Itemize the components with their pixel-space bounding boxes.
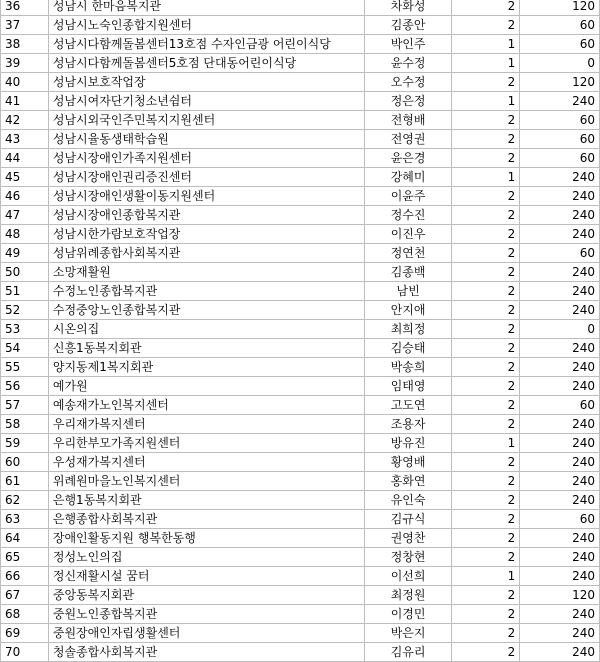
table-row	[1, 567, 600, 586]
table-row	[1, 358, 600, 377]
table-row	[1, 206, 600, 225]
count-cell[interactable]: 2	[452, 415, 520, 434]
row-number-cell[interactable]: 52	[1, 301, 49, 320]
facility-name-cell[interactable]: 은행1동복지회관	[48, 491, 364, 510]
value-cell[interactable]: 60	[520, 396, 600, 415]
count-cell[interactable]: 1	[452, 168, 520, 187]
count-cell[interactable]: 2	[452, 529, 520, 548]
value-cell[interactable]: 240	[520, 282, 600, 301]
value-cell[interactable]: 60	[520, 16, 600, 35]
count-cell[interactable]: 1	[452, 434, 520, 453]
table-row	[1, 16, 600, 35]
table-row	[1, 168, 600, 187]
value-cell[interactable]: 60	[520, 510, 600, 529]
row-number-cell[interactable]: 65	[1, 548, 49, 567]
row-number-cell[interactable]: 64	[1, 529, 49, 548]
person-name-cell[interactable]: 전형배	[364, 111, 452, 130]
row-number-cell[interactable]: 42	[1, 111, 49, 130]
table-row	[1, 225, 600, 244]
facility-name-cell[interactable]: 우성재가복지센터	[48, 453, 364, 472]
row-number-cell[interactable]: 54	[1, 339, 49, 358]
facility-name-cell[interactable]: 성남시다함께돌봄센터5호점 단대동어린이식당	[48, 54, 364, 73]
person-name-cell[interactable]: 정수진	[364, 206, 452, 225]
value-cell[interactable]: 60	[520, 244, 600, 263]
facility-name-cell[interactable]: 예가원	[48, 377, 364, 396]
person-name-cell[interactable]: 이진우	[364, 225, 452, 244]
value-cell[interactable]: 240	[520, 491, 600, 510]
count-cell[interactable]: 2	[452, 605, 520, 624]
count-cell[interactable]: 2	[452, 73, 520, 92]
row-number-cell[interactable]: 67	[1, 586, 49, 605]
value-cell[interactable]: 240	[520, 434, 600, 453]
person-name-cell[interactable]: 이윤주	[364, 187, 452, 206]
row-number-cell[interactable]: 46	[1, 187, 49, 206]
row-number-cell[interactable]: 68	[1, 605, 49, 624]
table-row	[1, 529, 600, 548]
person-name-cell[interactable]: 정연천	[364, 244, 452, 263]
person-name-cell[interactable]: 오수정	[364, 73, 452, 92]
row-number-cell[interactable]: 70	[1, 643, 49, 662]
row-number-cell[interactable]: 45	[1, 168, 49, 187]
count-cell[interactable]: 2	[452, 16, 520, 35]
count-cell[interactable]: 2	[452, 643, 520, 662]
person-name-cell[interactable]: 안지애	[364, 301, 452, 320]
table-row	[1, 187, 600, 206]
facility-name-cell[interactable]: 성남시한가람보호작업장	[48, 225, 364, 244]
table-row	[1, 320, 600, 339]
person-name-cell[interactable]: 김유리	[364, 643, 452, 662]
table-row	[1, 263, 600, 282]
facility-name-cell[interactable]: 우리재가복지센터	[48, 415, 364, 434]
value-cell[interactable]: 60	[520, 130, 600, 149]
facility-name-cell[interactable]: 예송재가노인복지센터	[48, 396, 364, 415]
person-name-cell[interactable]: 이선희	[364, 567, 452, 586]
row-number-cell[interactable]: 47	[1, 206, 49, 225]
row-number-cell[interactable]: 51	[1, 282, 49, 301]
value-cell[interactable]: 240	[520, 187, 600, 206]
row-number-cell[interactable]: 63	[1, 510, 49, 529]
table-row	[1, 111, 600, 130]
row-number-cell[interactable]: 56	[1, 377, 49, 396]
count-cell[interactable]: 2	[452, 111, 520, 130]
count-cell[interactable]: 2	[452, 320, 520, 339]
facility-name-cell[interactable]: 중원노인종합복지관	[48, 605, 364, 624]
person-name-cell[interactable]: 유인숙	[364, 491, 452, 510]
row-number-cell[interactable]: 41	[1, 92, 49, 111]
row-number-cell[interactable]: 43	[1, 130, 49, 149]
facility-name-cell[interactable]: 장애인활동지원 행복한동행	[48, 529, 364, 548]
table-row	[1, 244, 600, 263]
table-row	[1, 377, 600, 396]
row-number-cell[interactable]: 62	[1, 491, 49, 510]
person-name-cell[interactable]: 이경민	[364, 605, 452, 624]
row-number-cell[interactable]: 49	[1, 244, 49, 263]
value-cell[interactable]: 240	[520, 624, 600, 643]
table-row	[1, 0, 600, 16]
value-cell[interactable]: 240	[520, 225, 600, 244]
value-cell[interactable]: 240	[520, 377, 600, 396]
table-row	[1, 35, 600, 54]
row-number-cell[interactable]: 44	[1, 149, 49, 168]
person-name-cell[interactable]: 최희정	[364, 320, 452, 339]
table-row	[1, 548, 600, 567]
facility-name-cell[interactable]: 성남시장애인가족지원센터	[48, 149, 364, 168]
count-cell[interactable]: 2	[452, 282, 520, 301]
count-cell[interactable]: 2	[452, 396, 520, 415]
value-cell[interactable]: 60	[520, 35, 600, 54]
table-row	[1, 282, 600, 301]
row-number-cell[interactable]: 60	[1, 453, 49, 472]
table-row	[1, 434, 600, 453]
person-name-cell[interactable]: 조용자	[364, 415, 452, 434]
row-number-cell[interactable]: 39	[1, 54, 49, 73]
value-cell[interactable]: 240	[520, 358, 600, 377]
row-number-cell[interactable]: 61	[1, 472, 49, 491]
facility-name-cell[interactable]: 성남위례종합사회복지관	[48, 244, 364, 263]
table-row	[1, 301, 600, 320]
person-name-cell[interactable]: 차화성	[364, 0, 452, 16]
count-cell[interactable]: 1	[452, 567, 520, 586]
person-name-cell[interactable]: 윤수정	[364, 54, 452, 73]
value-cell[interactable]: 60	[520, 149, 600, 168]
row-number-cell[interactable]: 36	[1, 0, 49, 16]
count-cell[interactable]: 2	[452, 377, 520, 396]
facility-name-cell[interactable]: 성남시외국인주민복지지원센터	[48, 111, 364, 130]
person-name-cell[interactable]: 황영배	[364, 453, 452, 472]
person-name-cell[interactable]: 김승태	[364, 339, 452, 358]
facility-name-cell[interactable]: 우리한부모가족지원센터	[48, 434, 364, 453]
value-cell[interactable]: 60	[520, 111, 600, 130]
row-number-cell[interactable]: 48	[1, 225, 49, 244]
person-name-cell[interactable]: 최정원	[364, 586, 452, 605]
table-row	[1, 491, 600, 510]
count-cell[interactable]: 2	[452, 187, 520, 206]
value-cell[interactable]: 240	[520, 263, 600, 282]
count-cell[interactable]: 1	[452, 92, 520, 111]
person-name-cell[interactable]: 정은정	[364, 92, 452, 111]
table-row	[1, 510, 600, 529]
person-name-cell[interactable]: 김규식	[364, 510, 452, 529]
table-row	[1, 54, 600, 73]
table-row	[1, 472, 600, 491]
person-name-cell[interactable]: 윤은경	[364, 149, 452, 168]
value-cell[interactable]: 240	[520, 529, 600, 548]
count-cell[interactable]: 1	[452, 35, 520, 54]
table-row	[1, 643, 600, 662]
value-cell[interactable]: 240	[520, 643, 600, 662]
facility-name-cell[interactable]: 양지동제1복지회관	[48, 358, 364, 377]
row-number-cell[interactable]: 69	[1, 624, 49, 643]
person-name-cell[interactable]: 박송희	[364, 358, 452, 377]
count-cell[interactable]: 2	[452, 453, 520, 472]
table-row	[1, 396, 600, 415]
person-name-cell[interactable]: 강혜미	[364, 168, 452, 187]
count-cell[interactable]: 2	[452, 586, 520, 605]
value-cell[interactable]: 240	[520, 548, 600, 567]
value-cell[interactable]: 240	[520, 168, 600, 187]
count-cell[interactable]: 2	[452, 149, 520, 168]
facility-name-cell[interactable]: 성남시보호작업장	[48, 73, 364, 92]
row-number-cell[interactable]: 58	[1, 415, 49, 434]
facility-name-cell[interactable]: 중앙동복지회관	[48, 586, 364, 605]
table-body	[1, 0, 600, 662]
count-cell[interactable]: 2	[452, 130, 520, 149]
person-name-cell[interactable]: 고도연	[364, 396, 452, 415]
facility-name-cell[interactable]: 정성노인의집	[48, 548, 364, 567]
person-name-cell[interactable]: 전영권	[364, 130, 452, 149]
count-cell[interactable]: 2	[452, 225, 520, 244]
facility-name-cell[interactable]: 은행종합사회복지관	[48, 510, 364, 529]
row-number-cell[interactable]: 50	[1, 263, 49, 282]
count-cell[interactable]: 2	[452, 491, 520, 510]
table-row	[1, 624, 600, 643]
person-name-cell[interactable]: 방유진	[364, 434, 452, 453]
table-row	[1, 605, 600, 624]
count-cell[interactable]: 2	[452, 206, 520, 225]
count-cell[interactable]: 2	[452, 263, 520, 282]
value-cell[interactable]: 0	[520, 54, 600, 73]
facility-name-cell[interactable]: 성남시장애인종합복지관	[48, 206, 364, 225]
person-name-cell[interactable]: 남빈	[364, 282, 452, 301]
value-cell[interactable]: 240	[520, 206, 600, 225]
facility-name-cell[interactable]: 중원장애인자립생활센터	[48, 624, 364, 643]
table-row	[1, 73, 600, 92]
count-cell[interactable]: 2	[452, 244, 520, 263]
facility-name-cell[interactable]: 신흥1동복지회관	[48, 339, 364, 358]
row-number-cell[interactable]: 55	[1, 358, 49, 377]
facility-name-cell[interactable]: 수정중앙노인종합복지관	[48, 301, 364, 320]
value-cell[interactable]: 240	[520, 472, 600, 491]
facility-name-cell[interactable]: 수정노인종합복지관	[48, 282, 364, 301]
row-number-cell[interactable]: 59	[1, 434, 49, 453]
facility-name-cell[interactable]: 성남시노숙인종합지원센터	[48, 16, 364, 35]
facility-name-cell[interactable]: 시온의집	[48, 320, 364, 339]
value-cell[interactable]: 120	[520, 73, 600, 92]
person-name-cell[interactable]: 김종백	[364, 263, 452, 282]
facility-name-cell[interactable]: 정신재활시설 꿈터	[48, 567, 364, 586]
person-name-cell[interactable]: 임태영	[364, 377, 452, 396]
value-cell[interactable]: 0	[520, 320, 600, 339]
person-name-cell[interactable]: 김종안	[364, 16, 452, 35]
value-cell[interactable]: 240	[520, 415, 600, 434]
count-cell[interactable]: 2	[452, 472, 520, 491]
count-cell[interactable]: 2	[452, 339, 520, 358]
person-name-cell[interactable]: 박인주	[364, 35, 452, 54]
facility-name-cell[interactable]: 성남시여자단기청소년쉼터	[48, 92, 364, 111]
value-cell[interactable]: 240	[520, 301, 600, 320]
count-cell[interactable]: 2	[452, 510, 520, 529]
person-name-cell[interactable]: 박은지	[364, 624, 452, 643]
count-cell[interactable]: 1	[452, 54, 520, 73]
table-row	[1, 339, 600, 358]
value-cell[interactable]: 240	[520, 92, 600, 111]
person-name-cell[interactable]: 권영찬	[364, 529, 452, 548]
row-number-cell[interactable]: 37	[1, 16, 49, 35]
value-cell[interactable]: 240	[520, 453, 600, 472]
row-number-cell[interactable]: 57	[1, 396, 49, 415]
table-row	[1, 149, 600, 168]
value-cell[interactable]: 120	[520, 0, 600, 16]
person-name-cell[interactable]: 홍화연	[364, 472, 452, 491]
table-row	[1, 586, 600, 605]
value-cell[interactable]: 240	[520, 339, 600, 358]
row-number-cell[interactable]: 53	[1, 320, 49, 339]
table-row	[1, 415, 600, 434]
value-cell[interactable]: 120	[520, 586, 600, 605]
table-row	[1, 453, 600, 472]
count-cell[interactable]: 2	[452, 624, 520, 643]
table-row	[1, 130, 600, 149]
count-cell[interactable]: 2	[452, 301, 520, 320]
facility-name-cell[interactable]: 성남시장애인권리증진센터	[48, 168, 364, 187]
count-cell[interactable]: 2	[452, 358, 520, 377]
count-cell[interactable]: 2	[452, 548, 520, 567]
value-cell[interactable]: 240	[520, 605, 600, 624]
facility-name-cell[interactable]: 위례원마을노인복지센터	[48, 472, 364, 491]
row-number-cell[interactable]: 66	[1, 567, 49, 586]
table-row	[1, 92, 600, 111]
count-cell[interactable]: 2	[452, 0, 520, 16]
facility-name-cell[interactable]: 성남시 한마음복지관	[48, 0, 364, 16]
facility-name-cell[interactable]: 청솔종합사회복지관	[48, 643, 364, 662]
row-number-cell[interactable]: 38	[1, 35, 49, 54]
person-name-cell[interactable]: 정창현	[364, 548, 452, 567]
row-number-cell[interactable]: 40	[1, 73, 49, 92]
value-cell[interactable]: 240	[520, 567, 600, 586]
facility-name-cell[interactable]: 성남시장애인생활이동지원센터	[48, 187, 364, 206]
facility-name-cell[interactable]: 성남시율동생태학습원	[48, 130, 364, 149]
facility-name-cell[interactable]: 소망재활원	[48, 263, 364, 282]
facility-name-cell[interactable]: 성남시다함께돌봄센터13호점 수자인금광 어린이식당	[48, 35, 364, 54]
